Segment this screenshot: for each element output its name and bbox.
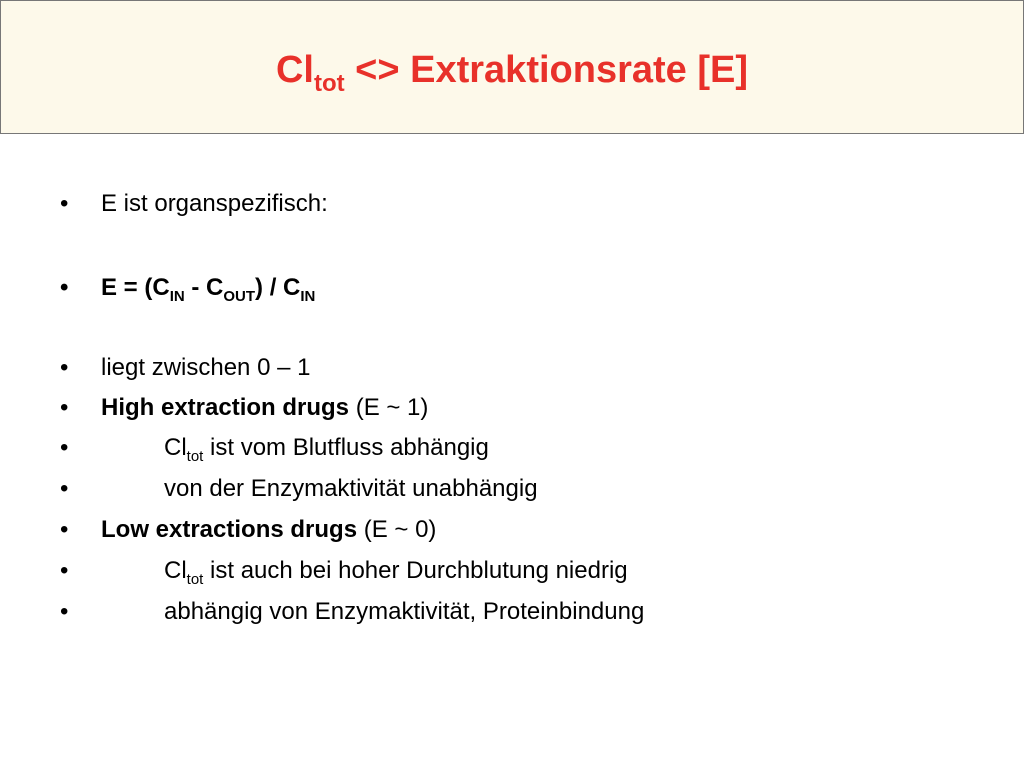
formula-text <box>101 274 316 305</box>
formula-part: ) / C <box>255 274 301 301</box>
bullet-text <box>101 518 436 542</box>
bullet-marker: • <box>60 598 69 625</box>
bullet-normal-text: (E ~ 1) <box>349 394 429 421</box>
formula-subscript: IN <box>169 288 185 305</box>
cl-subscript: tot <box>186 448 204 465</box>
bullet-marker: • <box>60 434 69 461</box>
formula-subscript: IN <box>300 288 316 305</box>
bullet-marker: • <box>60 190 69 217</box>
cl-text: Cl <box>164 557 187 584</box>
bullet-text: E ist organspezifisch: <box>101 190 328 217</box>
bullet-marker: • <box>60 516 69 543</box>
formula-part: E = (C <box>101 274 170 301</box>
bullet-marker: • <box>60 394 69 421</box>
cl-text: Cl <box>164 434 187 461</box>
title-main: Cl <box>275 49 314 91</box>
bullet-rest-text: ist vom Blutfluss abhängig <box>203 434 489 461</box>
bullet-text: liegt zwischen 0 – 1 <box>101 354 311 381</box>
bullet-marker: • <box>60 354 69 381</box>
bullet-marker: • <box>60 475 69 502</box>
bullet-rest-text: ist auch bei hoher Durchblutung niedrig <box>203 557 628 584</box>
bullet-text: von der Enzymaktivität unabhängig <box>164 475 538 502</box>
bullet-text <box>164 557 628 588</box>
bullet-text <box>101 396 428 420</box>
bullet-bold-text: Low extractions drugs <box>101 516 358 543</box>
bullet-text <box>164 434 489 465</box>
formula-subscript: OUT <box>223 288 256 305</box>
bullet-bold-text: High extraction drugs <box>101 394 350 421</box>
title-subscript: tot <box>313 70 345 97</box>
bullet-normal-text: (E ~ 0) <box>357 516 437 543</box>
cl-subscript: tot <box>186 571 204 588</box>
bullet-marker: • <box>60 274 69 301</box>
title-rest: <> Extraktionsrate [E] <box>344 49 749 91</box>
bullet-marker: • <box>60 557 69 584</box>
formula-part: - C <box>184 274 224 301</box>
bullet-text: abhängig von Enzymaktivität, Proteinbindung <box>164 598 645 625</box>
